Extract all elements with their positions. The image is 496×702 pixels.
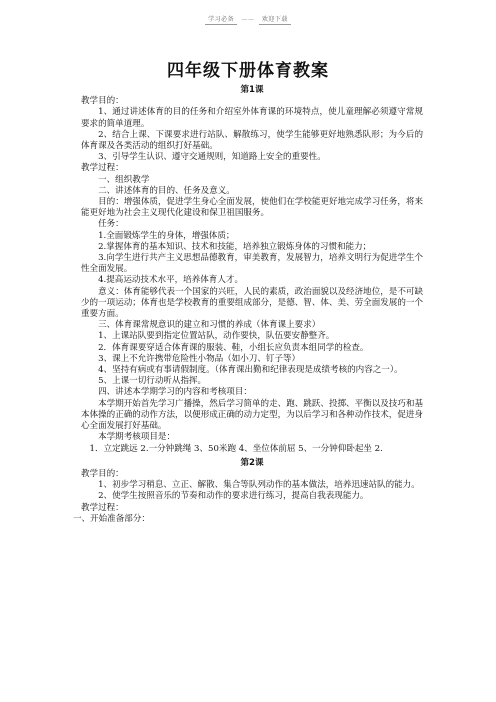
paragraph: 3、引导学生认识、遵守交通规则，知道路上安全的重要性。: [98, 152, 326, 163]
paragraph: 三、体育课常规意识的建立和习惯的养成（体育课上要求）: [98, 320, 321, 331]
paragraph: 5、上课一切行动听从指挥。: [98, 376, 207, 387]
paragraph: 教学目的：: [81, 96, 124, 107]
paragraph: 意义：体育能够代表一个国家的兴旺，人民的素质，政治面貌以及经济地位，是不可缺少的一项运动；体育也是学校教育的重要组成部分，是德、智、体、美、劳全面发展的一个重要方面。: [81, 286, 423, 320]
paragraph: 一、组织教学: [98, 174, 150, 185]
document-body: [73, 85, 423, 525]
paragraph: 1、通过讲述体育的目的任务和介绍室外体育课的环境特点，使儿童理解必须遵守常规要求的简单道理。: [81, 107, 423, 129]
page-header: [0, 14, 496, 25]
paragraph: 4.提高运动技术水平，培养体育人才。: [98, 275, 243, 286]
header-right: 欢迎下载: [259, 14, 291, 25]
paragraph: 四、讲述本学期学习的内容和考核项目：: [98, 387, 252, 398]
paragraph: 3、课上不允许携带危险性小物品（如小刀、钉子等）: [98, 353, 301, 364]
paragraph: 2．体育课要穿适合体育课的服装、鞋，小组长应负责本组同学的检查。: [98, 342, 369, 353]
document-title: 四年级下册体育教案: [167, 61, 329, 81]
paragraph: 3.向学生进行共产主义思想品德教育，审美教育，发展智力，培养文明行为促进学生个性全面发展。: [81, 253, 423, 275]
paragraph: 目的：增强体质，促进学生身心全面发展，使他们在学校能更好地完成学习任务，将来能更好地为社会主义现代化建设和保卫祖国服务。: [81, 197, 423, 219]
paragraph: 1、上课站队要到指定位置站队，动作要快，队伍要安静整齐。: [98, 331, 335, 342]
paragraph: 任务：: [98, 219, 124, 230]
paragraph: 1、初步学习稍息、立正、解散、集合等队列动作的基本做法，培养迅速站队的能力。: [98, 480, 420, 491]
paragraph: 2、结合上课、下课要求进行站队、解散练习，使学生能够更好地熟悉队形；为今后的体育课及各类活动的组织打好基础。: [81, 129, 423, 152]
paragraph: 1．立定跳远 2.一分钟跳绳 3、50米跑 4、坐位体前屈 5、一分钟仰卧起坐 2.: [89, 443, 383, 454]
paragraph: 本学期考核项目是：: [98, 432, 176, 443]
paragraph: 本学期开始首先学习广播操，然后学习简单的走、跑、跳跃、投掷、平衡以及技巧和基本体操的正确的动作方法，以便形成正确的动力定型，为以后学习和各种动作技术，促进身心全面发展打好基础。: [81, 398, 423, 432]
paragraph: 2、使学生按照音乐的节奏和动作的要求进行练习，提高自我表现能力。: [98, 491, 369, 502]
lesson-1-heading: 第1课: [240, 85, 264, 95]
paragraph: 教学过程：: [81, 163, 124, 174]
paragraph: 二、讲述体育的目的、任务及意义。: [98, 185, 235, 196]
paragraph: 教学过程：: [81, 502, 124, 513]
header-left: 学习必备: [205, 14, 237, 25]
paragraph: 教学目的：: [81, 468, 124, 479]
lesson-1-body: [81, 96, 423, 455]
lesson-2-heading: 第2课: [240, 457, 264, 468]
paragraph: 2.掌握体育的基本知识、技术和技能，培养独立锻炼身体的习惯和能力；: [98, 241, 372, 252]
lesson-2-body: [73, 468, 423, 525]
header-separator: [242, 16, 255, 23]
paragraph: 一、开始准备部分：: [73, 513, 150, 524]
paragraph: 4、坚持有病或有事请假制度。（体育课出勤和纪律表现是成绩考核的内容之一）。: [98, 365, 403, 376]
paragraph: 1.全面锻炼学生的身体，增强体质；: [98, 230, 235, 241]
